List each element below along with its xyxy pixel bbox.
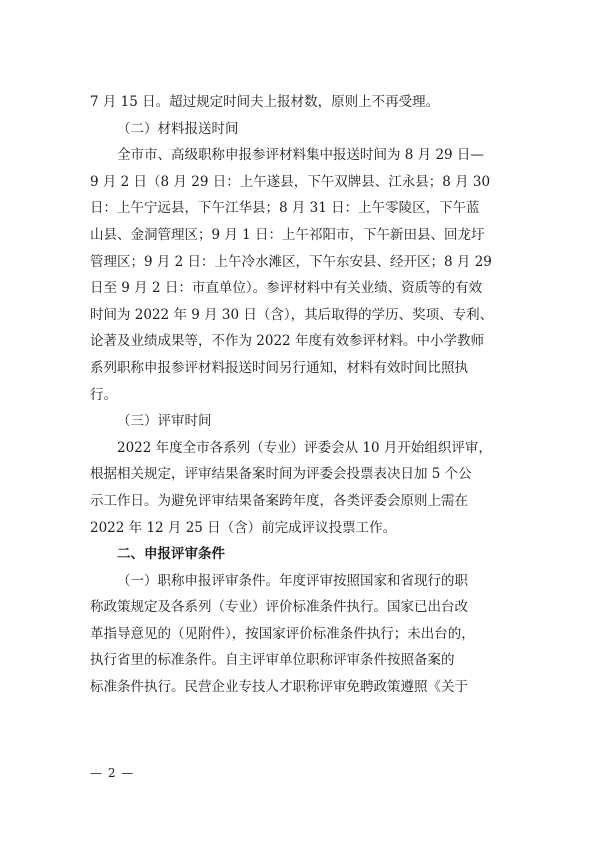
text-line: 管理区；9 月 2 日：上午冷水滩区，下午东安县、经开区；8 月 29 xyxy=(90,253,492,270)
text-line: 称政策规定及各系列（专业）评价标准条件执行。国家已出台改 xyxy=(90,599,468,616)
section-heading: （二）材料报送时间 xyxy=(117,120,239,137)
page-number: — 2 — xyxy=(90,766,135,780)
chapter-heading: 二、申报评审条件 xyxy=(117,546,225,563)
text-line: （一）职称申报评审条件。年度评审按照国家和省现行的职 xyxy=(117,572,468,589)
text-line: 行。 xyxy=(90,386,117,403)
body-text xyxy=(90,89,520,701)
text-line: 根据相关规定，评审结果备案时间为评委会投票表决日加 5 个公 xyxy=(90,466,472,483)
text-line: 执行省里的标准条件。自主评审单位职称评审条件按照备案的 xyxy=(90,652,455,669)
text-line: 全市市、高级职称申报参评材料集中报送时间为 8 月 29 日— xyxy=(117,147,484,164)
text-line: 系列职称申报参评材料报送时间另行通知，材料有效时间比照执 xyxy=(90,359,468,376)
text-line: 2022 年度全市各系列（专业）评委会从 10 月开始组织评审， xyxy=(117,439,492,456)
text-line: 标准条件执行。民营企业专技人才职称评审免聘政策遵照《关于 xyxy=(90,679,468,696)
text-line: 时间为 2022 年 9 月 30 日（含），其后取得的学历、奖项、专利、 xyxy=(90,306,494,323)
text-line: 9 月 2 日（8 月 29 日：上午遂县，下午双牌县、江永县；8 月 30 xyxy=(90,173,491,190)
section-heading: （三）评审时间 xyxy=(117,413,212,430)
text-line: 日：上午宁远县，下午江华县；8 月 31 日：上午零陵区，下午蓝 xyxy=(90,200,480,217)
text-line: 7 月 15 日。超过规定时间夫上报材数，原则上不再受理。 xyxy=(90,94,440,110)
text-line: 山县、金洞管理区；9 月 1 日：上午祁阳市，下午新田县、回龙圩 xyxy=(90,226,485,243)
text-line: 日至 9 月 2 日：市直单位）。参评材料中有关业绩、资质等的有效 xyxy=(90,280,483,297)
text-line: 革指导意见的（见附件），按国家评价标准条件执行；未出台的， xyxy=(90,625,475,642)
text-line: 2022 年 12 月 25 日（含）前完成评议投票工作。 xyxy=(90,519,397,536)
text-line: 示工作日。为避免评审结果备案跨年度，各类评委会原则上需在 xyxy=(90,492,468,509)
text-line: 论著及业绩成果等，不作为 2022 年度有效参评材料。中小学教师 xyxy=(90,333,484,350)
